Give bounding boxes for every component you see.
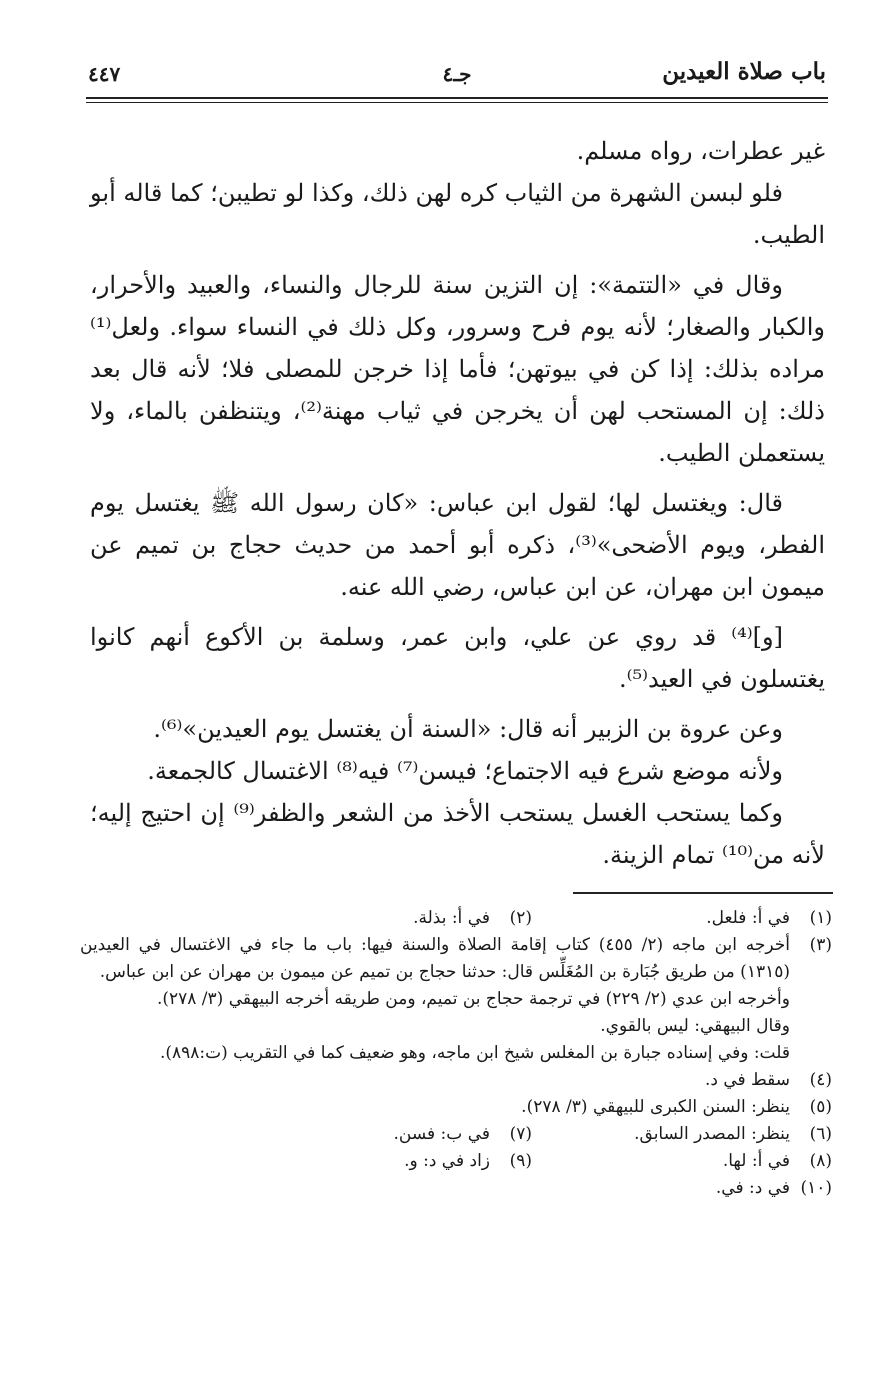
footnote-continuation: وأخرجه ابن عدي (٢/ ٢٢٩) في ترجمة حجاج بن تميم، ومن طريقه أخرجه البيهقي (٣/ ٢٧٨). <box>156 989 790 1009</box>
footnote-text: ينظر: السنن الكبرى للبيهقي (٣/ ٢٧٨). <box>521 1097 790 1117</box>
paragraph: [و]⁽⁴⁾ قد روي عن علي، وابن عمر، وسلمة بن الأكوع أنهم كانوا يغتسلون في العيد⁽⁵⁾. <box>90 623 825 693</box>
footnote-number: (١) <box>809 908 832 928</box>
footnote-text: في أ: لها. <box>722 1151 790 1171</box>
paragraph: وقال في «التتمة»: إن التزين سنة للرجال والنساء، والعبيد والأحرار، والكبار والصغار؛ لأنه يوم فرح وسرور، وكل ذلك في النساء سواء. ولعل⁽¹⁾ مراده بذلك: إذا كن في بيوتهن؛ فأما إذا خرجن للمصلى فلا؛ لأنه قال بعد ذلك: إن المستحب لهن أن يخرجن في ثياب مهنة⁽²⁾، ويتنظفن بالماء، ولا يستعملن الطيب. <box>90 271 825 467</box>
footnote <box>80 1094 832 1121</box>
paragraph: قال: ويغتسل لها؛ لقول ابن عباس: «كان رسول الله ﷺ يغتسل يوم الفطر، ويوم الأضحى»⁽³⁾، ذكره أبو أحمد من حديث حجاج بن تميم عن ميمون ابن مهران، عن ابن عباس، رضي الله عنه. <box>90 489 825 601</box>
footnote-continuation: وقال البيهقي: ليس بالقوي. <box>600 1016 790 1036</box>
main-text <box>90 130 825 876</box>
paragraph: وعن عروة بن الزبير أنه قال: «السنة أن يغتسل يوم العيدين»⁽⁶⁾. <box>153 715 783 743</box>
footnote <box>232 1148 532 1175</box>
paragraph: وكما يستحب الغسل يستحب الأخذ من الشعر والظفر⁽⁹⁾ إن احتيج إليه؛ لأنه من⁽¹⁰⁾ تمام الزينة. <box>90 799 825 869</box>
footnote-number: (٦) <box>809 1124 832 1144</box>
footnote-text: سقط في د. <box>704 1070 790 1090</box>
footnote <box>532 905 832 932</box>
footnote-number: (٧) <box>509 1124 532 1144</box>
footnote-number: (٢) <box>509 908 532 928</box>
footnote-text: في د: في. <box>715 1178 790 1198</box>
volume-number: جـ٤ <box>442 62 472 86</box>
footnote-continuation: قلت: وفي إسناده جبارة بن المغلس شيخ ابن ماجه، وهو ضعيف كما في التقريب (ت:٨٩٨). <box>159 1043 790 1063</box>
footnote <box>80 1067 832 1094</box>
page-number: ٤٤٧ <box>88 62 121 86</box>
paragraph: ولأنه موضع شرع فيه الاجتماع؛ فيسن⁽⁷⁾ فيه⁽⁸⁾ الاغتسال كالجمعة. <box>147 757 783 785</box>
footnote <box>80 1175 832 1202</box>
footnote-number: (٩) <box>509 1151 532 1171</box>
footnote <box>232 1121 532 1148</box>
header-rule-thin <box>86 102 828 103</box>
footnote-number: (٣) <box>809 935 832 955</box>
footnote-text: أخرجه ابن ماجه (٢/ ٤٥٥) كتاب إقامة الصلاة والسنة فيها: باب ما جاء في الاغتسال في العيدين (١٣١٥) من طريق جُبَارة بن المُغَلِّس قال: حدثنا حجاج بن تميم عن ميمون بن مهران عن ابن عباس. <box>80 935 790 982</box>
header-rule <box>86 97 828 99</box>
footnote <box>532 1121 832 1148</box>
paragraph: غير عطرات، رواه مسلم. <box>576 137 825 165</box>
footnote-pair <box>80 1121 832 1148</box>
page-header <box>88 52 826 92</box>
footnote-number: (٤) <box>809 1070 832 1090</box>
footnote-text: زاد في د: و. <box>404 1151 490 1171</box>
footnotes <box>80 905 832 1202</box>
footnote-number: (٥) <box>809 1097 832 1117</box>
footnote-text: في أ: فلعل. <box>706 908 790 928</box>
paragraph: فلو لبسن الشهرة من الثياب كره لهن ذلك، وكذا لو تطيبن؛ كما قاله أبو الطيب. <box>90 179 825 249</box>
footnote-number: (٨) <box>809 1151 832 1171</box>
footnote <box>80 932 832 986</box>
footnote-pair <box>80 905 832 932</box>
footnote-text: ينظر: المصدر السابق. <box>634 1124 790 1144</box>
footnote-pair <box>80 1148 832 1175</box>
footnote-rule <box>573 892 833 894</box>
footnote-text: في أ: بذلة. <box>413 908 490 928</box>
footnote <box>232 905 532 932</box>
chapter-title: باب صلاة العيدين <box>662 58 826 85</box>
footnote-number: (١٠) <box>800 1178 832 1198</box>
footnote-text: في ب: فسن. <box>393 1124 490 1144</box>
footnote <box>532 1148 832 1175</box>
